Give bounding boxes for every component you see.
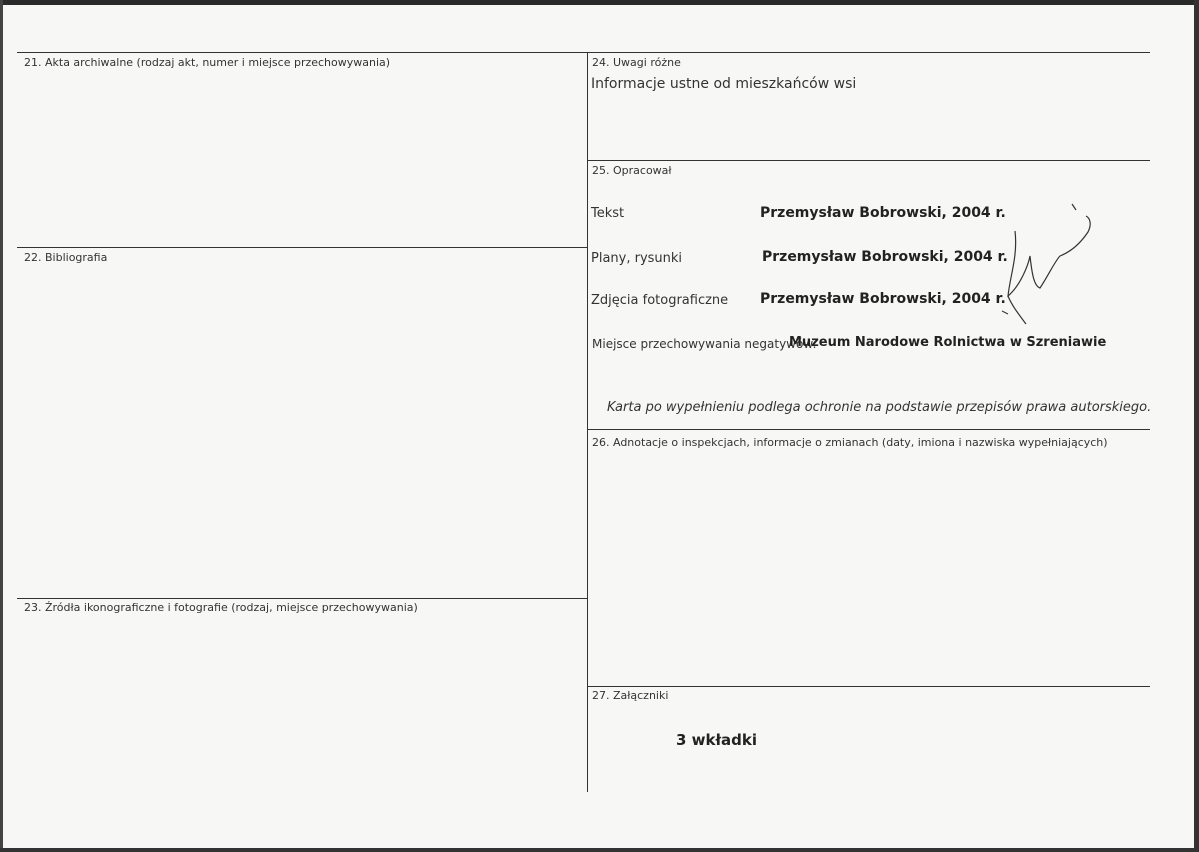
scan-edge-top	[0, 0, 1199, 5]
line-above-27	[587, 686, 1150, 687]
scan-edge-left	[0, 0, 3, 852]
author-row-photos-value: Przemysław Bobrowski, 2004 r.	[760, 291, 1006, 307]
section-26-label: 26. Adnotacje o inspekcjach, informacje o zmianach (daty, imiona i nazwiska wypełniających)	[592, 436, 1108, 449]
section-27-label: 27. Załączniki	[592, 689, 669, 702]
author-row-text-value: Przemysław Bobrowski, 2004 r.	[760, 205, 1006, 221]
author-row-plans-value: Przemysław Bobrowski, 2004 r.	[762, 249, 1008, 265]
section-27-value: 3 wkładki	[676, 731, 758, 749]
author-row-text-label: Tekst	[591, 206, 625, 221]
section-24-value: Informacje ustne od mieszkańców wsi	[591, 76, 857, 92]
line-above-23	[17, 598, 587, 599]
line-above-26	[587, 429, 1150, 430]
negatives-value: Muzeum Narodowe Rolnictwa w Szreniawie	[789, 335, 1107, 350]
line-center-vertical	[587, 52, 588, 792]
negatives-label: Miejsce przechowywania negatywów:	[592, 337, 817, 351]
line-above-22	[17, 247, 587, 248]
author-row-plans-label: Plany, rysunki	[591, 251, 683, 266]
section-21-label: 21. Akta archiwalne (rodzaj akt, numer i miejsce przechowywania)	[24, 56, 391, 69]
section-25-label: 25. Opracował	[592, 164, 672, 177]
line-above-25	[587, 160, 1150, 161]
scan-edge-right	[1194, 0, 1199, 852]
section-22-label: 22. Bibliografia	[24, 251, 108, 264]
handwritten-signature	[1000, 196, 1100, 326]
author-row-photos-label: Zdjęcia fotograficzne	[591, 293, 729, 308]
section-24-label: 24. Uwagi różne	[592, 56, 681, 69]
scan-edge-bottom	[0, 848, 1199, 852]
copyright-note: Karta po wypełnieniu podlega ochronie na podstawie przepisów prawa autorskiego.	[607, 400, 1152, 415]
line-top-left	[17, 52, 587, 53]
line-top-right	[587, 52, 1150, 53]
section-23-label: 23. Źródła ikonograficzne i fotografie (rodzaj, miejsce przechowywania)	[24, 601, 418, 614]
